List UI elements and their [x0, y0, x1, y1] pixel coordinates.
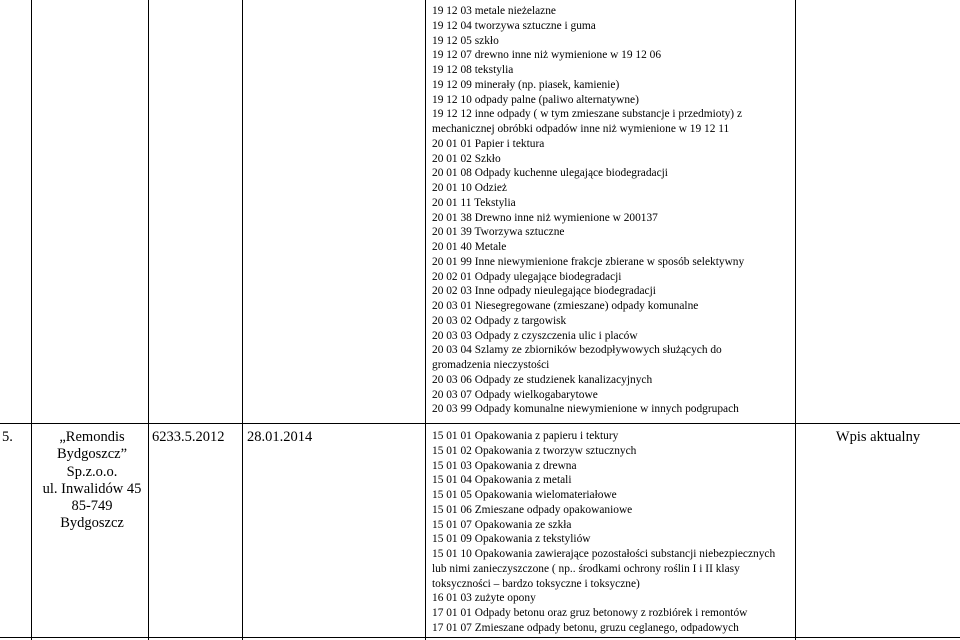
- column-divider-3: [425, 0, 426, 640]
- waste-code-line: 15 01 03 Opakowania z drewna: [432, 459, 577, 472]
- waste-code-line: 20 02 01 Odpady ulegające biodegradacji: [432, 270, 622, 283]
- waste-code-line: 20 01 40 Metale: [432, 241, 507, 253]
- waste-code-line: 20 01 01 Papier i tektura: [432, 137, 545, 150]
- waste-code-line: 20 03 03 Odpady z czyszczenia ulic i placów: [432, 329, 638, 342]
- waste-code-line: mechanicznej obróbki odpadów inne niż wymienione w 19 12 11: [432, 123, 730, 135]
- entry-number: 5.: [2, 429, 13, 445]
- waste-code-line: 19 12 04 tworzywa sztuczne i guma: [432, 19, 596, 32]
- waste-code-line: 19 12 07 drewno inne niż wymienione w 19 12 06: [432, 49, 662, 62]
- company-name-and-address: [37, 429, 147, 533]
- waste-code-line: 20 01 08 Odpady kuchenne ulegające biodegradacji: [432, 167, 668, 180]
- company-line: 85-749: [71, 498, 113, 515]
- entry-waste-codes: [432, 429, 792, 636]
- waste-code-line: 19 12 05 szkło: [432, 34, 499, 47]
- column-divider-1: [148, 0, 149, 640]
- waste-code-line: 20 03 02 Odpady z targowisk: [432, 314, 567, 327]
- waste-code-line: 20 01 10 Odzież: [432, 182, 507, 194]
- waste-code-line: toksyczności – bardzo toksyczne i toksyczne): [432, 577, 640, 590]
- waste-code-line: 20 03 99 Odpady komunalne niewymienione w innych podgrupach: [432, 403, 739, 416]
- company-line: Bydgoszcz”: [56, 446, 128, 463]
- registry-number: 6233.5.2012: [152, 429, 225, 445]
- waste-code-line: 20 01 99 Inne niewymienione frakcje zbierane w sposób selektywny: [432, 255, 745, 268]
- column-divider-2: [242, 0, 243, 640]
- waste-code-line: 20 01 02 Szkło: [432, 152, 501, 165]
- entry-status: Wpis aktualny: [835, 429, 921, 445]
- company-line: Sp.z.o.o.: [66, 463, 118, 480]
- waste-code-line: 20 03 04 Szlamy ze zbiorników bezodpływowych służących do: [432, 344, 722, 357]
- company-line: „Remondis: [59, 429, 125, 445]
- table-border-bottom: [0, 637, 960, 638]
- waste-code-line: 20 02 03 Inne odpady nieulegające biodegradacji: [432, 285, 656, 298]
- waste-code-line: 15 01 02 Opakowania z tworzyw sztucznych: [432, 444, 637, 457]
- column-divider-4: [795, 0, 796, 640]
- waste-code-line: 19 12 12 inne odpady ( w tym zmieszane substancje i przedmioty) z: [432, 108, 742, 121]
- waste-code-line: 19 12 10 odpady palne (paliwo alternatywne): [432, 93, 639, 106]
- waste-code-line: 16 01 03 zużyte opony: [432, 592, 536, 605]
- waste-code-line: 17 01 01 Odpady betonu oraz gruz betonowy z rozbiórek i remontów: [432, 607, 748, 619]
- waste-code-line: 15 01 04 Opakowania z metali: [432, 474, 572, 487]
- waste-code-line: 20 01 38 Drewno inne niż wymienione w 200137: [432, 211, 658, 224]
- waste-code-line: lub nimi zanieczyszczone ( np.. środkami ochrony roślin I i II klasy: [432, 562, 740, 575]
- waste-code-line: 20 03 06 Odpady ze studzienek kanalizacyjnych: [432, 373, 653, 386]
- entry-date: 28.01.2014: [247, 429, 313, 445]
- waste-code-line: gromadzenia nieczystości: [432, 359, 550, 371]
- waste-code-line: 20 01 11 Tekstylia: [432, 196, 516, 209]
- waste-code-line: 19 12 03 metale nieżelazne: [432, 5, 556, 17]
- company-line: ul. Inwalidów 45: [42, 480, 142, 497]
- waste-code-line: 15 01 05 Opakowania wielomateriałowe: [432, 489, 617, 501]
- waste-code-line: 15 01 09 Opakowania z tekstyliów: [432, 533, 591, 546]
- company-line: Bydgoszcz: [60, 515, 124, 532]
- previous-entry-waste-codes: [432, 4, 790, 417]
- waste-code-line: 20 03 01 Niesegregowane (zmieszane) odpady komunalne: [432, 300, 699, 312]
- waste-code-line: 20 03 07 Odpady wielkogabarytowe: [432, 388, 598, 401]
- waste-code-line: 15 01 06 Zmieszane odpady opakowaniowe: [432, 503, 633, 516]
- waste-code-line: 20 01 39 Tworzywa sztuczne: [432, 226, 565, 239]
- table-border-left: [31, 0, 32, 640]
- waste-code-line: 15 01 07 Opakowania ze szkła: [432, 518, 572, 531]
- waste-code-line: 15 01 01 Opakowania z papieru i tektury: [432, 430, 619, 442]
- waste-code-line: 17 01 07 Zmieszane odpady betonu, gruzu ceglanego, odpadowych: [432, 621, 739, 634]
- waste-code-line: 15 01 10 Opakowania zawierające pozostałości substancji niebezpiecznych: [432, 548, 776, 560]
- waste-code-line: 19 12 08 tekstylia: [432, 64, 514, 76]
- waste-code-line: 19 12 09 minerały (np. piasek, kamienie): [432, 78, 620, 91]
- row-divider: [0, 423, 960, 424]
